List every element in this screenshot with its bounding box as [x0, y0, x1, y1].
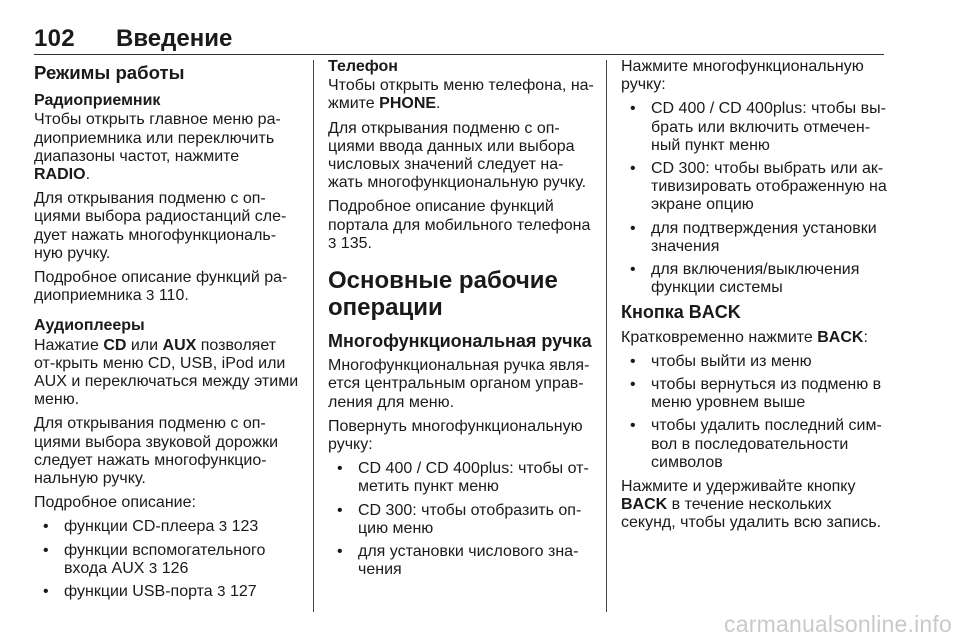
list-item: • для подтверждения установки значения — [630, 219, 877, 255]
list-item: • функции CD-плеера 3 123 — [43, 518, 259, 536]
bullet-icon: • — [630, 376, 636, 394]
key-cd: CD — [103, 336, 127, 354]
subheading-radio: Радиоприемник — [34, 92, 161, 110]
watermark: carmanualsonline.info — [724, 611, 952, 637]
paragraph: Кратковременно нажмите BACK: — [621, 328, 868, 346]
paragraph: Подробное описание функций ра-диоприемника 3 110. — [34, 269, 288, 305]
paragraph: Подробное описание функций портала для мобильного телефона 3 135. — [328, 198, 591, 252]
column-divider — [606, 60, 607, 612]
key-back: BACK — [621, 496, 668, 514]
bullet-list — [621, 100, 887, 297]
list-item: • для включения/выключения функции системы — [630, 261, 860, 297]
bullet-icon: • — [43, 583, 49, 601]
paragraph: Для открывания подменю с оп-циями выбора радиостанций сле-дует нажать многофункциональ-ную ручку. — [34, 190, 287, 262]
list-item: • функции USB-порта 3 127 — [43, 583, 257, 601]
key-radio: RADIO — [34, 166, 86, 184]
bullet-list — [328, 460, 594, 579]
page-ref: 110. — [158, 287, 189, 305]
paragraph: Нажатие CD или AUX позволяет от-крыть меню CD, USB, iPod или AUX и переключаться между этими меню. — [34, 336, 299, 409]
subsection-heading-knob: Многофункциональная ручка — [328, 331, 592, 352]
key-phone: PHONE — [379, 95, 437, 113]
page-ref-arrow-icon: 3 — [146, 287, 155, 305]
page-ref-arrow-icon: 3 — [328, 234, 337, 252]
page-header — [34, 24, 884, 55]
list-item: • функции вспомогательного входа AUX 3 126 — [43, 541, 266, 577]
bullet-icon: • — [630, 261, 636, 279]
subheading-phone: Телефон — [328, 58, 398, 75]
page-ref: 135. — [340, 234, 372, 252]
list-item: • CD 300: чтобы выбрать или ак-тивизировать отображенную на экране опцию — [630, 160, 887, 214]
list-item: • для установки числового зна-чения — [337, 543, 579, 579]
bullet-icon: • — [337, 501, 343, 519]
paragraph: Повернуть многофункциональную ручку: — [328, 417, 583, 454]
column-right — [621, 58, 887, 539]
subheading-audio: Аудиоплееры — [34, 317, 145, 335]
bullet-icon: • — [630, 160, 636, 178]
paragraph: Многофункциональная ручка явля-ется центральным органом управ-ления для меню. — [328, 357, 590, 411]
list-item: • CD 300: чтобы отобразить оп-цию меню — [337, 501, 582, 537]
list-item: • чтобы выйти из меню — [630, 352, 812, 370]
bullet-icon: • — [630, 100, 636, 118]
column-middle — [328, 58, 594, 585]
paragraph: Нажмите многофункциональную ручку: — [621, 58, 864, 94]
bullet-icon: • — [337, 543, 343, 561]
bullet-list — [34, 518, 299, 601]
list-item: • CD 400 / CD 400plus: чтобы вы-брать или включить отмечен-ный пункт меню — [630, 100, 886, 154]
page-title: Введение — [116, 25, 233, 52]
key-aux: AUX — [162, 336, 197, 354]
list-item: • чтобы удалить последний сим-вол в последовательности символов — [630, 417, 882, 471]
bullet-icon: • — [630, 219, 636, 237]
column-divider — [313, 60, 314, 612]
section-heading-basic-operations: Основные рабочие операции — [328, 267, 558, 322]
page-ref: 123 — [231, 518, 259, 536]
bullet-icon: • — [337, 460, 343, 478]
list-item: • CD 400 / CD 400plus: чтобы от-метить пункт меню — [337, 460, 589, 496]
bullet-list — [621, 353, 887, 472]
paragraph: Для открывания подменю с оп-циями выбора звуковой дорожки следует нажать многофункцио-нальную ручку. — [34, 415, 279, 488]
page-ref-arrow-icon: 3 — [217, 583, 226, 601]
list-item: • чтобы вернуться из подменю в меню уровнем выше — [630, 376, 882, 412]
section-heading-modes: Режимы работы — [34, 62, 185, 83]
page-ref: 127 — [229, 583, 257, 601]
page-ref: 126 — [161, 559, 189, 577]
paragraph: Для открывания подменю с оп-циями ввода данных или выбора числовых значений следует на-жать многофункциональную ручку. — [328, 119, 587, 192]
page-ref-arrow-icon: 3 — [148, 559, 158, 577]
subsection-heading-back: Кнопка BACK — [621, 302, 741, 323]
column-left — [34, 58, 299, 607]
key-back: BACK — [817, 328, 864, 346]
paragraph: Чтобы открыть меню телефона, на-жмите PHONE. — [328, 77, 594, 113]
bullet-icon: • — [43, 518, 49, 536]
paragraph: Подробное описание: — [34, 494, 196, 512]
page-ref-arrow-icon: 3 — [218, 518, 228, 536]
bullet-icon: • — [43, 541, 49, 559]
paragraph: Чтобы открыть главное меню ра-диоприемника или переключить диапазоны частот, нажмите RADIO. — [34, 111, 281, 184]
paragraph: Нажмите и удерживайте кнопку BACK в течение нескольких секунд, чтобы удалить всю запись. — [621, 478, 882, 532]
page-number: 102 — [34, 25, 75, 52]
bullet-icon: • — [630, 352, 636, 370]
bullet-icon: • — [630, 417, 636, 435]
